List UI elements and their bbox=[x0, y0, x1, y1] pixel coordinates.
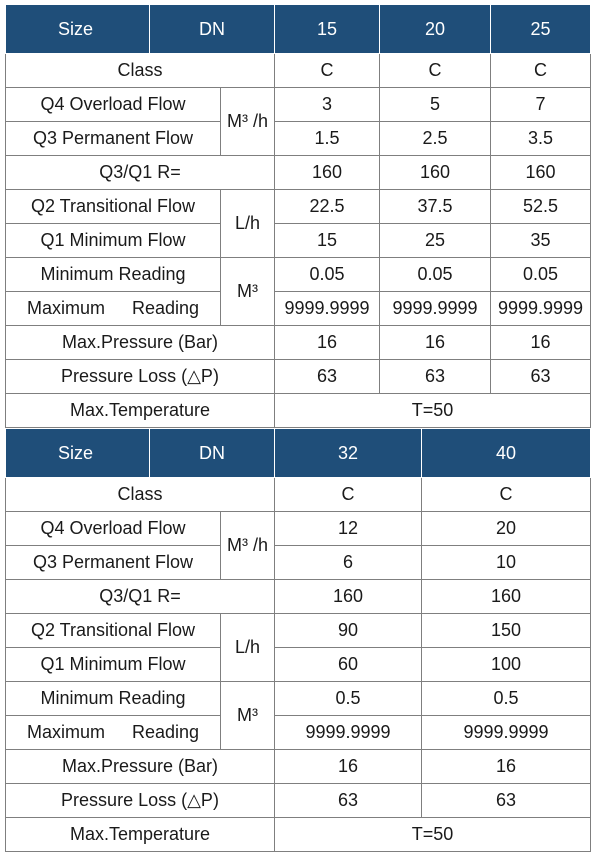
table-row bbox=[6, 614, 591, 648]
spec-sheet bbox=[5, 4, 590, 852]
class-value: C bbox=[422, 478, 591, 512]
q3-value: 6 bbox=[275, 546, 422, 580]
class-value: C bbox=[491, 54, 591, 88]
pressure-loss-value: 63 bbox=[491, 360, 591, 394]
table-row bbox=[6, 546, 591, 580]
table-row bbox=[6, 580, 591, 614]
q1-value: 35 bbox=[491, 224, 591, 258]
q2-value: 150 bbox=[422, 614, 591, 648]
pressure-loss-value: 63 bbox=[275, 360, 380, 394]
class-value: C bbox=[380, 54, 491, 88]
max-reading-value: 9999.9999 bbox=[380, 292, 491, 326]
q4-value: 12 bbox=[275, 512, 422, 546]
q1-label: Q1 Minimum Flow bbox=[6, 224, 221, 258]
max-reading-value: 9999.9999 bbox=[491, 292, 591, 326]
ratio-value: 160 bbox=[380, 156, 491, 190]
q3-value: 10 bbox=[422, 546, 591, 580]
max-pressure-value: 16 bbox=[275, 750, 422, 784]
table-row bbox=[6, 54, 591, 88]
ratio-label: Q3/Q1 R= bbox=[6, 580, 275, 614]
q1-value: 60 bbox=[275, 648, 422, 682]
header-row bbox=[6, 5, 591, 54]
table-row bbox=[6, 512, 591, 546]
min-reading-value: 0.05 bbox=[380, 258, 491, 292]
q4-value: 3 bbox=[275, 88, 380, 122]
max-reading-value: 9999.9999 bbox=[275, 716, 422, 750]
ratio-label: Q3/Q1 R= bbox=[6, 156, 275, 190]
q3-value: 3.5 bbox=[491, 122, 591, 156]
table-row bbox=[6, 478, 591, 512]
q2-value: 90 bbox=[275, 614, 422, 648]
q3-value: 2.5 bbox=[380, 122, 491, 156]
unit-lh: L/h bbox=[221, 614, 275, 682]
q3-label: Q3 Permanent Flow bbox=[6, 122, 221, 156]
size-header: Size bbox=[6, 429, 150, 478]
dn-32-header: 32 bbox=[275, 429, 422, 478]
max-temp-label: Max.Temperature bbox=[6, 818, 275, 852]
header-row bbox=[6, 429, 591, 478]
unit-lh: L/h bbox=[221, 190, 275, 258]
unit-m3h: M³ /h bbox=[221, 512, 275, 580]
q4-value: 5 bbox=[380, 88, 491, 122]
class-value: C bbox=[275, 478, 422, 512]
q1-value: 25 bbox=[380, 224, 491, 258]
table-row bbox=[6, 258, 591, 292]
max-pressure-value: 16 bbox=[380, 326, 491, 360]
q4-value: 7 bbox=[491, 88, 591, 122]
pressure-loss-value: 63 bbox=[275, 784, 422, 818]
table-row bbox=[6, 648, 591, 682]
q2-label: Q2 Transitional Flow bbox=[6, 190, 221, 224]
table-row bbox=[6, 360, 591, 394]
pressure-loss-label: Pressure Loss (△P) bbox=[6, 784, 275, 818]
dn-header: DN bbox=[150, 429, 275, 478]
table-row bbox=[6, 716, 591, 750]
max-temp-value: T=50 bbox=[275, 818, 591, 852]
max-reading-label: Maximum Reading bbox=[6, 716, 221, 750]
class-label: Class bbox=[6, 478, 275, 512]
q1-label: Q1 Minimum Flow bbox=[6, 648, 221, 682]
pressure-loss-value: 63 bbox=[380, 360, 491, 394]
class-label: Class bbox=[6, 54, 275, 88]
min-reading-value: 0.05 bbox=[275, 258, 380, 292]
min-reading-label: Minimum Reading bbox=[6, 258, 221, 292]
min-reading-value: 0.05 bbox=[491, 258, 591, 292]
unit-m3: M³ bbox=[221, 682, 275, 750]
q2-value: 37.5 bbox=[380, 190, 491, 224]
table-row bbox=[6, 818, 591, 852]
max-temp-label: Max.Temperature bbox=[6, 394, 275, 428]
table-row bbox=[6, 750, 591, 784]
max-pressure-label: Max.Pressure (Bar) bbox=[6, 750, 275, 784]
max-pressure-value: 16 bbox=[275, 326, 380, 360]
table-row bbox=[6, 88, 591, 122]
table-row bbox=[6, 156, 591, 190]
ratio-value: 160 bbox=[275, 156, 380, 190]
pressure-loss-value: 63 bbox=[422, 784, 591, 818]
min-reading-label: Minimum Reading bbox=[6, 682, 221, 716]
table-row bbox=[6, 122, 591, 156]
q4-label: Q4 Overload Flow bbox=[6, 512, 221, 546]
spec-table-dn15-25 bbox=[5, 4, 591, 428]
q2-value: 22.5 bbox=[275, 190, 380, 224]
unit-m3h: M³ /h bbox=[221, 88, 275, 156]
class-value: C bbox=[275, 54, 380, 88]
q2-value: 52.5 bbox=[491, 190, 591, 224]
max-pressure-value: 16 bbox=[422, 750, 591, 784]
ratio-value: 160 bbox=[422, 580, 591, 614]
dn-20-header: 20 bbox=[380, 5, 491, 54]
q1-value: 100 bbox=[422, 648, 591, 682]
q3-label: Q3 Permanent Flow bbox=[6, 546, 221, 580]
max-reading-value: 9999.9999 bbox=[422, 716, 591, 750]
spec-table-dn32-40 bbox=[5, 428, 591, 852]
unit-m3: M³ bbox=[221, 258, 275, 326]
table-row bbox=[6, 292, 591, 326]
max-pressure-value: 16 bbox=[491, 326, 591, 360]
dn-header: DN bbox=[150, 5, 275, 54]
ratio-value: 160 bbox=[275, 580, 422, 614]
q2-label: Q2 Transitional Flow bbox=[6, 614, 221, 648]
q4-value: 20 bbox=[422, 512, 591, 546]
q3-value: 1.5 bbox=[275, 122, 380, 156]
pressure-loss-label: Pressure Loss (△P) bbox=[6, 360, 275, 394]
table-row bbox=[6, 224, 591, 258]
q1-value: 15 bbox=[275, 224, 380, 258]
size-header: Size bbox=[6, 5, 150, 54]
q4-label: Q4 Overload Flow bbox=[6, 88, 221, 122]
table-row bbox=[6, 784, 591, 818]
dn-25-header: 25 bbox=[491, 5, 591, 54]
max-reading-label: Maximum Reading bbox=[6, 292, 221, 326]
table-row bbox=[6, 326, 591, 360]
min-reading-value: 0.5 bbox=[275, 682, 422, 716]
dn-40-header: 40 bbox=[422, 429, 591, 478]
table-row bbox=[6, 190, 591, 224]
min-reading-value: 0.5 bbox=[422, 682, 591, 716]
max-temp-value: T=50 bbox=[275, 394, 591, 428]
ratio-value: 160 bbox=[491, 156, 591, 190]
max-pressure-label: Max.Pressure (Bar) bbox=[6, 326, 275, 360]
table-row bbox=[6, 682, 591, 716]
dn-15-header: 15 bbox=[275, 5, 380, 54]
table-row bbox=[6, 394, 591, 428]
max-reading-value: 9999.9999 bbox=[275, 292, 380, 326]
